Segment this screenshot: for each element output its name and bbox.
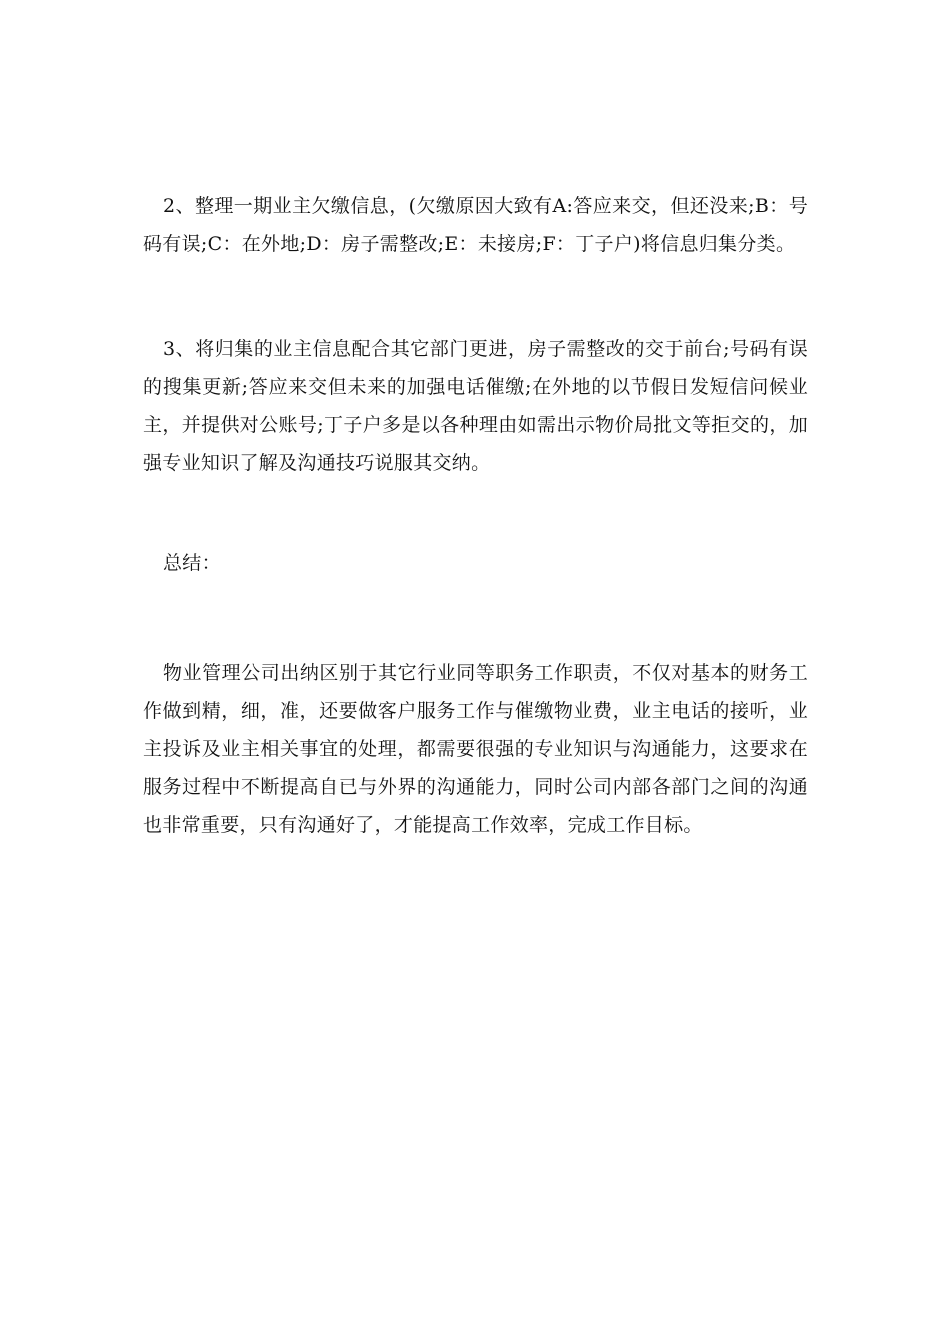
paragraph-item-3: 3、将归集的业主信息配合其它部门更进，房子需整改的交于前台;号码有误的搜集更新;答应来交但未来的加强电话催缴;在外地的以节假日发短信问候业主，并提供对公账号;丁子户多是以各种理由如需出示物价局批文等拒交的，加强专业知识了解及沟通技巧说服其交纳。 — [143, 338, 808, 474]
summary-heading: 总结： — [163, 552, 221, 574]
summary-paragraph: 物业管理公司出纳区别于其它行业同等职务工作职责，不仅对基本的财务工作做到精，细，准，还要做客户服务工作与催缴物业费，业主电话的接听，业主投诉及业主相关事宜的处理，都需要很强的专业知识与沟通能力，这要求在服务过程中不断提高自已与外界的沟通能力，同时公司内部各部门之间的沟通也非常重要，只有沟通好了，才能提高工作效率，完成工作目标。 — [143, 662, 808, 836]
paragraph-item-2: 2、整理一期业主欠缴信息，(欠缴原因大致有A:答应来交，但还没来;B：号码有误;C：在外地;D：房子需整改;E：未接房;F：丁子户)将信息归集分类。 — [143, 195, 808, 255]
